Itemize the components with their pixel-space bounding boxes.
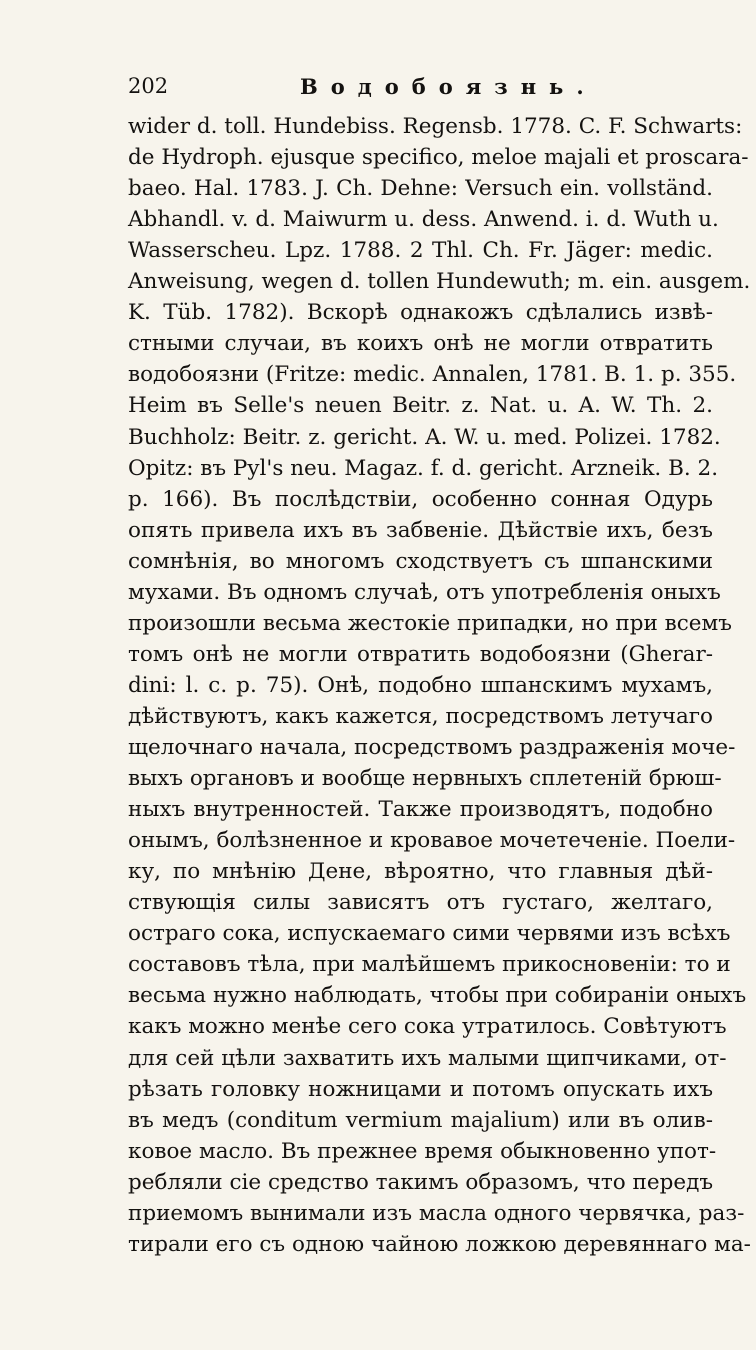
text-line: тирали его съ одною чайною ложкою деревяннаго ма-: [128, 1231, 751, 1257]
page-header: [0, 74, 756, 104]
text-line: щелочнаго начала, посредствомъ раздраженія моче-: [128, 735, 736, 760]
text-line: выхъ органовъ и вообще нервныхъ сплетеній брюш-: [128, 766, 722, 792]
text-line: сомнѣнія, во многомъ сходствуетъ съ шпанскими: [128, 548, 713, 574]
text-line: Heim въ Selle's neuen Beitr. z. Nat. u. A. W. Th. 2.: [128, 393, 713, 419]
text-line: остраго сока, испускаемаго сими червями изъ всѣхъ: [128, 921, 731, 947]
text-line: Anweisung, wegen d. tollen Hundewuth; m. ein. ausgem.: [128, 269, 751, 295]
text-line: p. 166). Въ послѣдствіи, особенно сонная Одурь: [128, 486, 713, 512]
text-line: рѣзать головку ножницами и потомъ опускать ихъ: [128, 1076, 713, 1102]
text-line: Buchholz: Beitr. z. gericht. A. W. u. med. Polizei. 1782.: [128, 424, 721, 450]
text-line: онымъ, болѣзненное и кровавое мочетеченіе. Поели-: [128, 828, 736, 854]
text-line: весьма нужно наблюдать, чтобы при собираніи оныхъ: [128, 983, 747, 1009]
text-line: томъ онѣ не могли отвратить водобоязни (Gherar-: [128, 641, 713, 667]
text-line: составовъ тѣла, при малѣйшемъ прикосновеніи: то и: [128, 952, 731, 978]
text-line: ныхъ внутренностей. Также производятъ, подобно: [128, 797, 713, 823]
running-title: Водобоязнь.: [300, 74, 597, 99]
text-line: приемомъ вынимали изъ масла одного червячка, раз-: [128, 1200, 745, 1226]
text-line: стными случаи, въ коихъ онѣ не могли отвратить: [128, 331, 713, 357]
text-line: ку, по мнѣнію Дене, вѣроятно, что главныя дѣй-: [128, 859, 713, 885]
text-line: произошли весьма жестокіе припадки, но при всемъ: [128, 610, 732, 636]
text-line: дѣйствуютъ, какъ кажется, посредствомъ летучаго: [128, 703, 713, 729]
text-line: Abhandl. v. d. Maiwurm u. dess. Anwend. i. d. Wuth u.: [128, 207, 719, 233]
page-number: 202: [128, 74, 169, 98]
text-line: Wasserscheu. Lpz. 1788. 2 Thl. Ch. Fr. Jäger: medic.: [128, 238, 713, 264]
text-line: baeo. Hal. 1783. J. Ch. Dehne: Versuch ein. vollständ.: [128, 176, 713, 202]
text-line: какъ можно менѣе сего сока утратилось. Совѣтуютъ: [128, 1014, 727, 1040]
text-line: мухами. Въ одномъ случаѣ, отъ употребленія оныхъ: [128, 579, 721, 605]
text-line: ребляли сіе средство такимъ образомъ, что передъ: [128, 1169, 713, 1195]
text-line: ковое масло. Въ прежнее время обыкновенно упот-: [128, 1138, 717, 1164]
text-line: въ медъ (conditum vermium majalium) или въ олив-: [128, 1107, 713, 1133]
text-line: опять привела ихъ въ забвеніе. Дѣйствіе ихъ, безъ: [128, 517, 713, 543]
text-line: для сей цѣли захватить ихъ малыми щипчиками, от-: [128, 1045, 727, 1071]
text-line: de Hydroph. ejusque specifico, meloe majali et proscara-: [128, 145, 749, 171]
text-line: wider d. toll. Hundebiss. Regensb. 1778. C. F. Schwarts:: [128, 114, 743, 139]
text-line: K. Tüb. 1782). Вскорѣ однакожъ сдѣлались извѣ-: [128, 300, 713, 326]
text-line: Opitz: въ Pyl's neu. Magaz. f. d. gericht. Arzneik. B. 2.: [128, 455, 719, 481]
text-line: ствующія силы зависятъ отъ густаго, желтаго,: [128, 890, 713, 916]
text-line: dini: l. c. p. 75). Онѣ, подобно шпанскимъ мухамъ,: [128, 672, 713, 698]
text-line: водобоязни (Fritze: medic. Annalen, 1781. B. 1. p. 355.: [128, 362, 737, 388]
